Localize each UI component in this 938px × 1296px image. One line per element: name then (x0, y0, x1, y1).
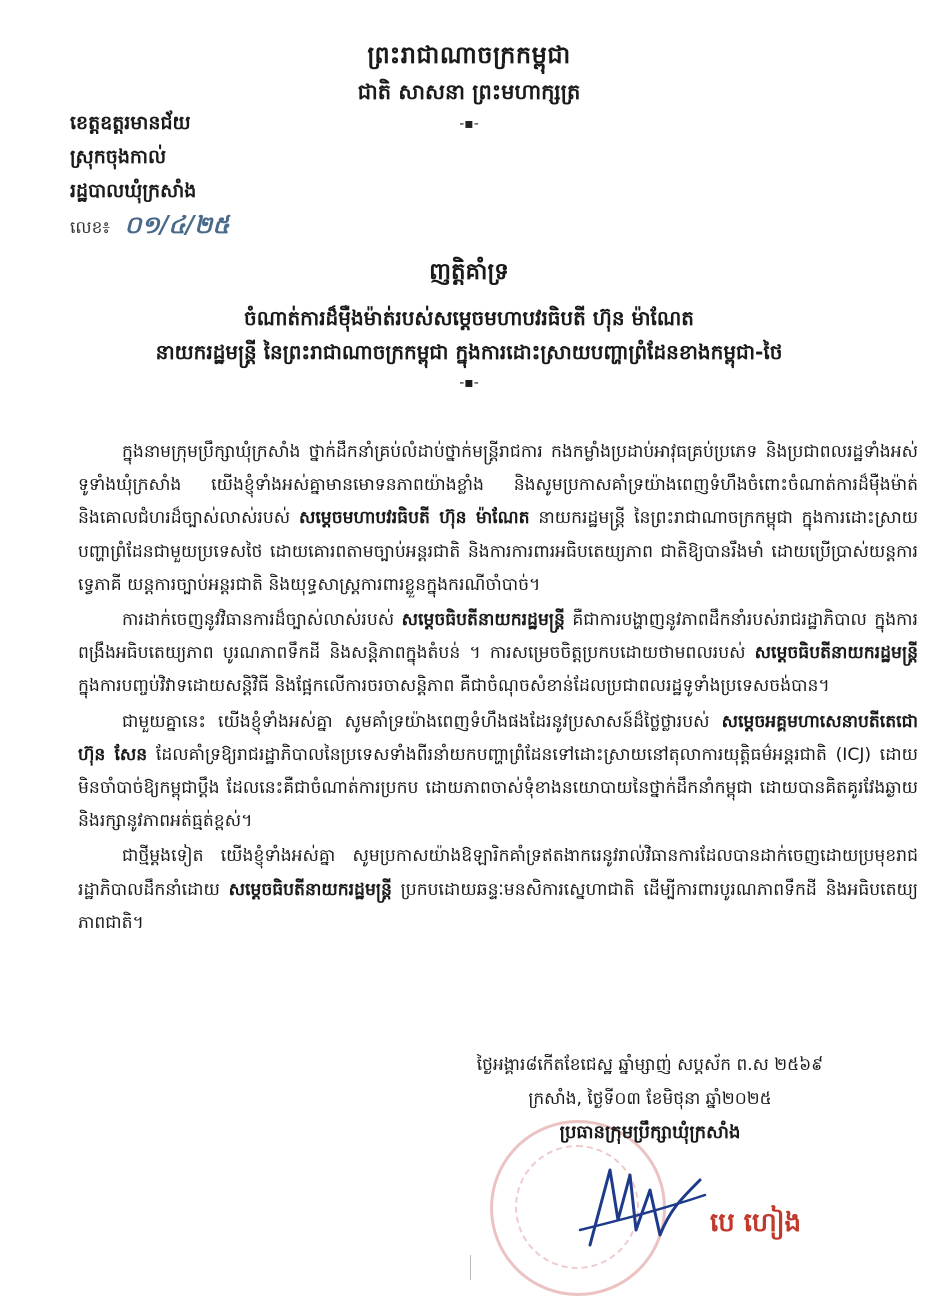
p4-text-a: ជាថ្មីម្តងទៀត យើងខ្ញុំទាំងអស់គ្នា សូមប្រកាសយ៉ាងឱឡារិកគាំទ្រឥតងាករេនូវរាល់វិធានការដែលបានដាក់ចេញដោយប្រមុខរាជរដ្ឋាភិបាលដឹកនាំដោយ (78, 846, 918, 900)
document-subtitle (30, 301, 908, 369)
paragraph-3 (78, 706, 918, 839)
p1-text-a: ក្នុងនាមក្រុមប្រឹក្សាឃុំក្រសាំង ថ្នាក់ដឹកនាំគ្រប់លំដាប់ថ្នាក់មន្ត្រីរាជការ កងកម្លាំងប្រដាប់អាវុធគ្រប់ប្រភេទ និងប្រជាពលរដ្ឋទាំងអស់ទូទាំងឃុំក្រសាំង យើងខ្ញុំទាំងអស់គ្នាមានមោទនភាពយ៉ាងខ្លាំង និងសូមប្រកាសគាំទ្រយ៉ាងពេញទំហឹងចំពោះចំណាត់ការដ៏ម៉ឺងម៉ាត់ និងគោលជំហរដ៏ច្បាស់លាស់របស់ (78, 442, 918, 529)
sender-block (70, 106, 229, 245)
p1-bold: សម្តេចមហាបវរធិបតី ហ៊ុន ម៉ាណែត (298, 508, 530, 529)
header-ornament: -▪- (459, 116, 479, 132)
closing-block (400, 1048, 900, 1150)
lunar-date: ថ្ងៃអង្គារ៨កើតខែជេស្ឋ ឆ្នាំម្សាញ់ សប្តស័ក ព.ស ២៥៦៩ (476, 1055, 824, 1075)
signer-title: ប្រធានក្រុមប្រឹក្សាឃុំក្រសាំង (559, 1122, 741, 1143)
sender-office: រដ្ឋបាលឃុំក្រសាំង (70, 180, 197, 202)
paragraph-1 (78, 436, 918, 602)
p2-bold-1: សម្តេចធិបតីនាយករដ្ឋមន្ត្រី (401, 610, 565, 631)
document-title: ញត្តិគាំទ្រ (429, 259, 509, 285)
p4-bold: សម្តេចធិបតីនាយករដ្ឋមន្ត្រី (228, 879, 392, 900)
signer-name: បេ ហៀង (710, 1208, 802, 1238)
paragraph-2 (78, 604, 918, 704)
handwritten-signature-icon (570, 1150, 710, 1260)
p3-text-b: ដែលគាំទ្រឱ្យរាជរដ្ឋាភិបាលនៃប្រទេសទាំងពីរនាំយកបញ្ហាព្រំដែនទៅដោះស្រាយនៅតុលាការយុត្តិធម៌អន្តរជាតិ (ICJ) ដោយមិនចាំបាច់ឱ្យកម្ពុជាប្តឹង ដែលនេះគឺជាចំណាត់ការប្រកប ដោយភាពចាស់ទុំខាងនយោបាយនៃថ្នាក់ដឹកនាំកម្ពុជា ដោយបានគិតគូរវែងឆ្ងាយ និងរក្សានូវភាពអត់ធ្មត់ខ្ពស់។ (78, 744, 918, 832)
paragraph-4 (78, 840, 918, 940)
document-body (78, 436, 918, 942)
p3-text-a: ជាមួយគ្នានេះ យើងខ្ញុំទាំងអស់គ្នា សូមគាំទ្រយ៉ាងពេញទំហឹងផងដែរនូវប្រសាសន៍ដ៏ថ្លៃថ្លារបស់ (122, 711, 722, 732)
sender-district: ស្រុកចុងកាល់ (70, 146, 167, 168)
place-date: ក្រសាំង, ថ្ងៃទី០៣ ខែមិថុនា ឆ្នាំ២០២៥ (528, 1089, 772, 1109)
reference-number: ០១/៤/២៥ (124, 210, 230, 239)
sender-province: ខេត្តឧត្តរមានជ័យ (70, 112, 191, 134)
p1-text-b: នាយករដ្ឋមន្ត្រី នៃព្រះរាជាណាចក្រកម្ពុជា ក្នុងការដោះស្រាយបញ្ហាព្រំដែនជាមួយប្រទេសថៃ ដោយគោរពតាមច្បាប់អន្តរជាតិ និងការការពារអធិបតេយ្យភាព ជាតិឱ្យបានរឹងមាំ ដោយប្រើប្រាស់យន្តការទ្វេភាគី យន្តការច្បាប់អន្តរជាតិ និងយុទ្ធសាស្ត្រការពារខ្លួនក្នុងករណីចាំបាច់។ (78, 508, 918, 595)
subtitle-line-2: នាយករដ្ឋមន្ត្រី នៃព្រះរាជាណាចក្រកម្ពុជា ក្នុងការដោះស្រាយបញ្ហាព្រំដែនខាងកម្ពុជា-ថៃ (155, 340, 783, 364)
reference-line (70, 208, 229, 245)
p2-text-b: គឺជាការបង្ហាញនូវភាពដឹកនាំរបស់រាជរដ្ឋាភិបាល ក្នុងការពង្រឹងអធិបតេយ្យភាព បូរណភាពទឹកដី និងសន្តិភាពក្នុងតំបន់ ។ ការសម្រេចចិត្តប្រកបដោយថាមពលរបស់ (78, 610, 918, 664)
p2-text-c: ក្នុងការបញ្ចប់វិវាទដោយសន្តិវិធី និងផ្អែកលើការចរចាសន្តិភាព គឺជាចំណុចសំខាន់ដែលប្រជាពលរដ្ឋទូទាំងប្រទេសចង់បាន។ (78, 676, 830, 697)
p4-text-b: ប្រកបដោយឆន្ទៈមនសិការស្នេហាជាតិ ដើម្បីការពារបូរណភាពទឹកដី និងអធិបតេយ្យភាពជាតិ។ (78, 879, 918, 933)
page-fold-line (470, 1255, 471, 1280)
kingdom-name: ព្រះរាជាណាចក្រកម្ពុជា (367, 41, 571, 69)
subtitle-line-1: ចំណាត់ការដ៏ម៉ឺងម៉ាត់របស់សម្តេចមហាបវរធិបតី ហ៊ុន ម៉ាណែត (244, 306, 694, 330)
p2-bold-2: សម្តេចធិបតីនាយករដ្ឋមន្ត្រី (754, 643, 918, 664)
p2-text-a: ការដាក់ចេញនូវវិធានការដ៏ច្បាស់លាស់របស់ (122, 610, 402, 631)
p3-bold: សម្តេចអគ្គមហាសេនាបតីតេជោ ហ៊ុន សែន (78, 711, 918, 765)
title-ornament: -▪- (459, 375, 479, 391)
reference-label: លេខ៖ (70, 218, 110, 238)
title-block (30, 258, 908, 391)
national-motto: ជាតិ សាសនា ព្រះមហាក្សត្រ (357, 80, 581, 104)
